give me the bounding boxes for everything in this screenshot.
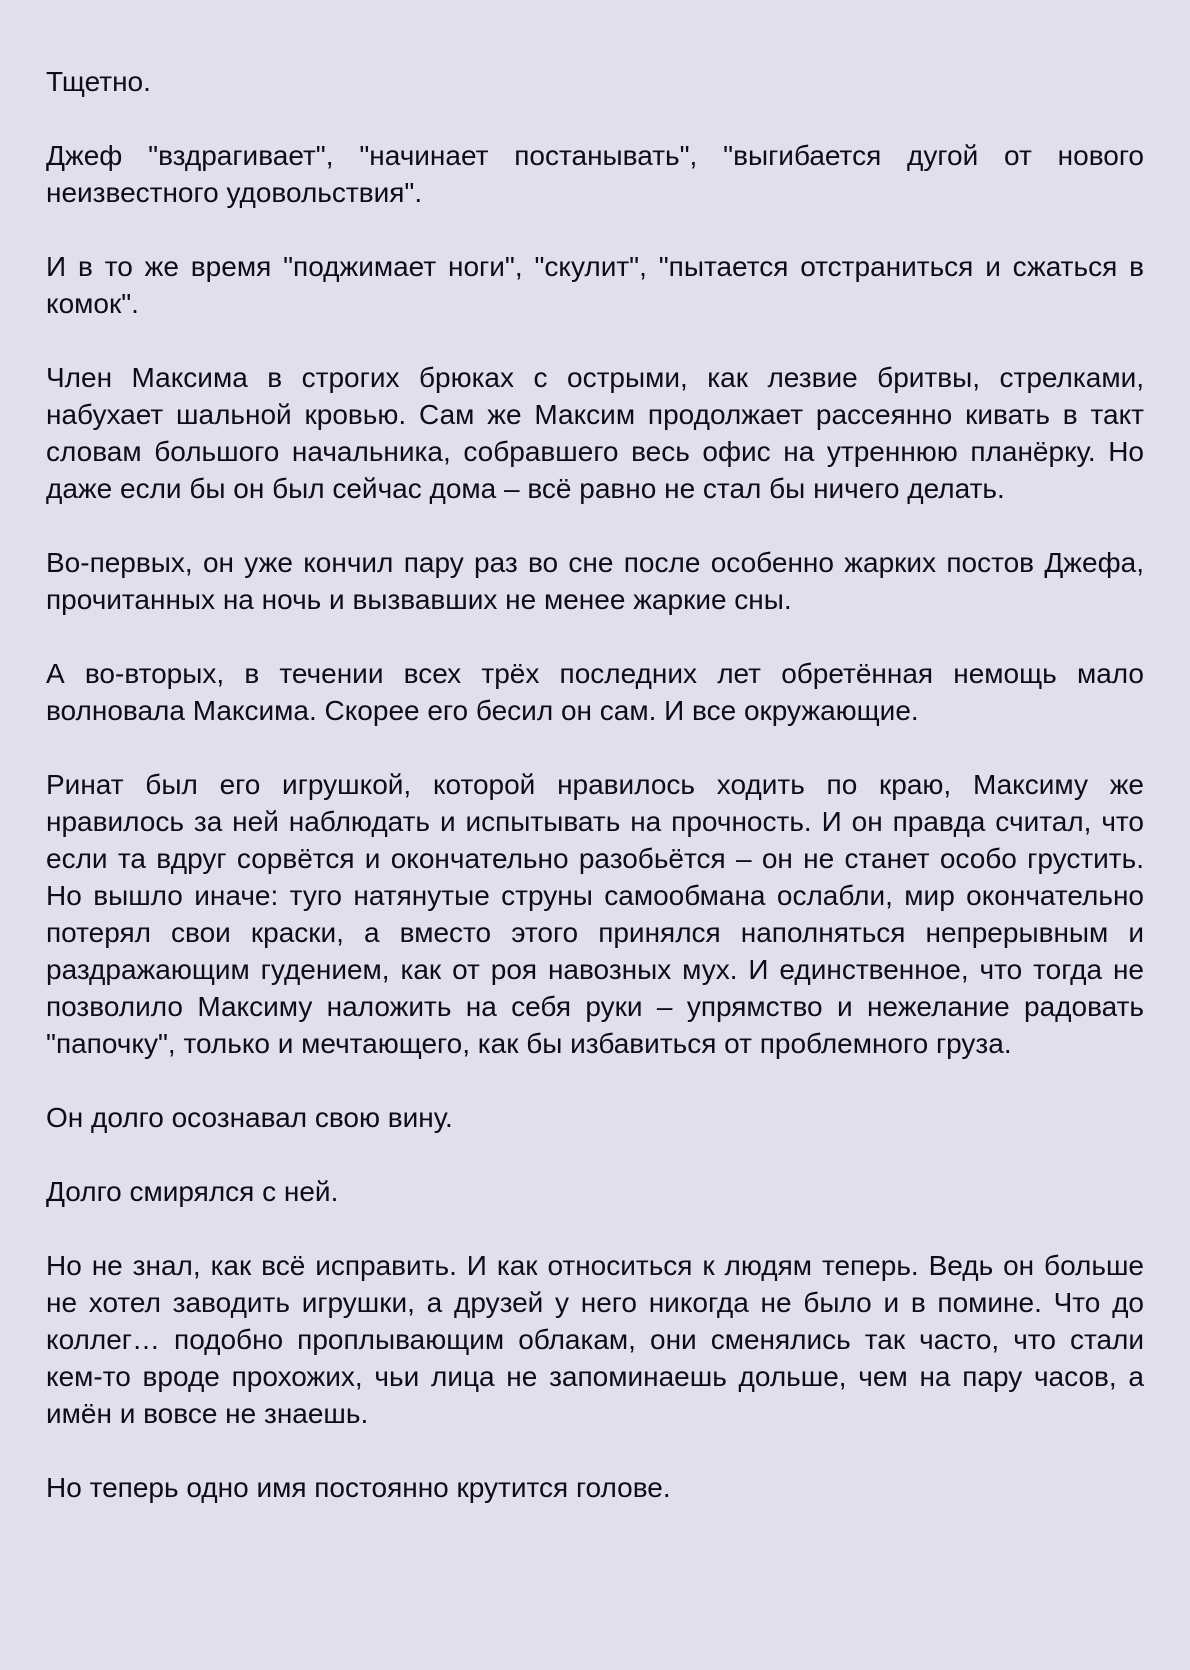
paragraph: А во-вторых, в течении всех трёх последних лет обретённая немощь мало волновала Максима. Скорее его бесил он сам. И все окружающие. bbox=[46, 658, 1144, 726]
paragraph: Тщетно. bbox=[46, 66, 151, 97]
paragraph: Но не знал, как всё исправить. И как относиться к людям теперь. Ведь он больше не хотел заводить игрушки, а друзей у него никогда не было и в помине. Что до коллег… подобно проплывающим облакам, они сменялись так часто, что стали кем-то вроде прохожих, чьи лица не запоминаешь дольше, чем на пару часов, а имён и вовсе не знаешь. bbox=[46, 1250, 1144, 1429]
paragraph: Член Максима в строгих брюках с острыми, как лезвие бритвы, стрелками, набухает шальной кровью. Сам же Максим продолжает рассеянно кивать в такт словам большого начальника, собравшего весь офис на утреннюю планёрку. Но даже если бы он был сейчас дома – всё равно не стал бы ничего делать. bbox=[46, 362, 1144, 504]
paragraph: Джеф "вздрагивает", "начинает постанывать", "выгибается дугой от нового неизвестного удовольствия". bbox=[46, 140, 1144, 208]
paragraph: Во-первых, он уже кончил пару раз во сне после особенно жарких постов Джефа, прочитанных на ночь и вызвавших не менее жаркие сны. bbox=[46, 547, 1144, 615]
document-body bbox=[46, 63, 1144, 1506]
paragraph: Он долго осознавал свою вину. bbox=[46, 1102, 453, 1133]
paragraph: И в то же время "поджимает ноги", "скулит", "пытается отстраниться и сжаться в комок". bbox=[46, 251, 1144, 319]
paragraph: Ринат был его игрушкой, которой нравилось ходить по краю, Максиму же нравилось за ней наблюдать и испытывать на прочность. И он правда считал, что если та вдруг сорвётся и окончательно разобьётся – он не станет особо грустить. Но вышло иначе: туго натянутые струны самообмана ослабли, мир окончательно потерял свои краски, а вместо этого принялся наполняться непрерывным и раздражающим гудением, как от роя навозных мух. И единственное, что тогда не позволило Максиму наложить на себя руки – упрямство и нежелание радовать "папочку", только и мечтающего, как бы избавиться от проблемного груза. bbox=[46, 769, 1144, 1059]
paragraph: Долго смирялся с ней. bbox=[46, 1176, 339, 1207]
paragraph: Но теперь одно имя постоянно крутится голове. bbox=[46, 1472, 671, 1503]
